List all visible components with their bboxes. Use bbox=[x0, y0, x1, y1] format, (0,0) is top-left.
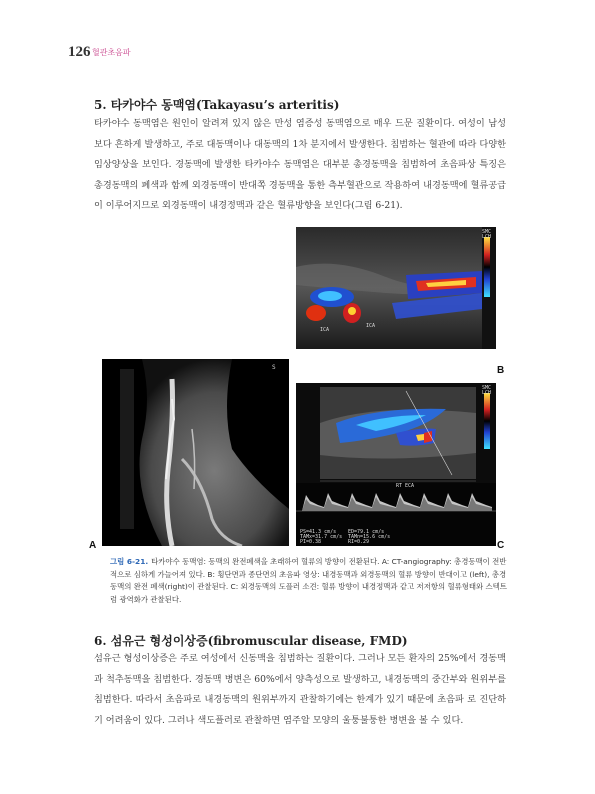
figure-panel-c-image bbox=[296, 383, 496, 546]
b-overlay-smc: SMC bbox=[482, 229, 492, 235]
running-title: 혈관초음파 bbox=[92, 48, 131, 57]
c-readout-ps: PS=41.3 cm/s bbox=[300, 529, 337, 535]
panel-label-a: A bbox=[89, 540, 97, 551]
figure-panel-a-image bbox=[102, 359, 289, 546]
b-label-ica-2: ICA bbox=[366, 323, 376, 329]
c-readout-ri: RI=0.29 bbox=[348, 539, 370, 545]
c-readout-ed: ED=79.1 cm/s bbox=[348, 529, 385, 535]
b-label-ica: ICA bbox=[320, 327, 330, 333]
section-heading-takayasu: 5. 타카야수 동맥염(Takayasu’s arteritis) bbox=[94, 98, 340, 112]
figure-caption bbox=[110, 556, 510, 606]
c-overlay-smc: SMC bbox=[482, 385, 492, 391]
figure-caption-label: 그림 6-21. bbox=[110, 557, 149, 566]
panel-label-c: C bbox=[497, 540, 505, 551]
c-readout-tamx: TAMx=31.7 cm/s bbox=[300, 534, 343, 540]
c-readout-pi: PI=0.38 bbox=[300, 539, 322, 545]
section-paragraph-fmd: 섬유근 형성이상증은 주로 여성에서 신동맥을 침범하는 질환이다. 그러나 모든 환자의 25%에서 경동맥과 척추동맥을 침범한다. 경동맥 병변은 60%에서 양측성으로 발생하고, 내경동맥의 중간부와 원위부를 침범한다. 따라서 초음파로 내경동맥의 원위부까지 관찰하기에는 한계가 있기 때문에 초음파 로 진단하기 어려움이 있다. 그러나 색도플러로 관찰하면 염주알 모양의 울퉁불퉁한 병변을 볼 수 있다. bbox=[94, 653, 506, 726]
section-heading-fmd: 6. 섬유근 형성이상증(fibromuscular disease, FMD) bbox=[94, 634, 408, 648]
section-paragraph-takayasu: 타카야수 동맥염은 원인이 알려져 있지 않은 만성 염증성 동맥염으로 매우 드문 질환이다. 여성이 남성보다 흔하게 발생하고, 주로 대동맥이나 대동맥의 1차 분지에서 발생한다. 침범하는 혈관에 따라 다양한 임상양상을 보인다. 경동맥에 발생한 타카야수 동맥염은 대부분 총경동맥을 침범하여 초음파상 특징은 총경동맥의 폐색과 함께 외경동맥이 반대쪽 경동맥을 통한 측부혈관으로 작용하여 내경동맥에 혈류공급이 이루어지므로 외경동맥이 내경정맥과 같은 혈류방향을 보인다(그림 6-21). bbox=[94, 118, 506, 211]
figure-panel-b-image bbox=[296, 227, 496, 349]
b-overlay-lch: LCH bbox=[482, 234, 492, 240]
figure-caption-text: 타카야수 동맥염: 동맥의 완전폐색을 초래하여 혈류의 방향이 전환된다. A: CT-angiography: 총경동맥이 전반적으로 심하게 가늘어져 있다. B: 횡단면과 종단면의 초음파 영상: 내경동맥과 외경동맥의 혈류 방향이 반대이고 (left), 총경동맥의 완전 폐색(right)이 관찰된다. C: 외경동맥의 도플러 소견: 혈류 방향이 내경정맥과 같고 저저항의 혈류형태와 스텍트럼 광역화가 관찰된다. bbox=[110, 557, 507, 604]
c-overlay-lch: LCH bbox=[482, 390, 492, 396]
page-number: 126 bbox=[68, 44, 91, 60]
svg-text:S: S bbox=[272, 364, 276, 371]
c-label-vessel: RT ECA bbox=[396, 483, 415, 489]
c-readout-tamn: TAMn=15.6 cm/s bbox=[348, 534, 391, 540]
panel-label-b: B bbox=[497, 365, 505, 376]
